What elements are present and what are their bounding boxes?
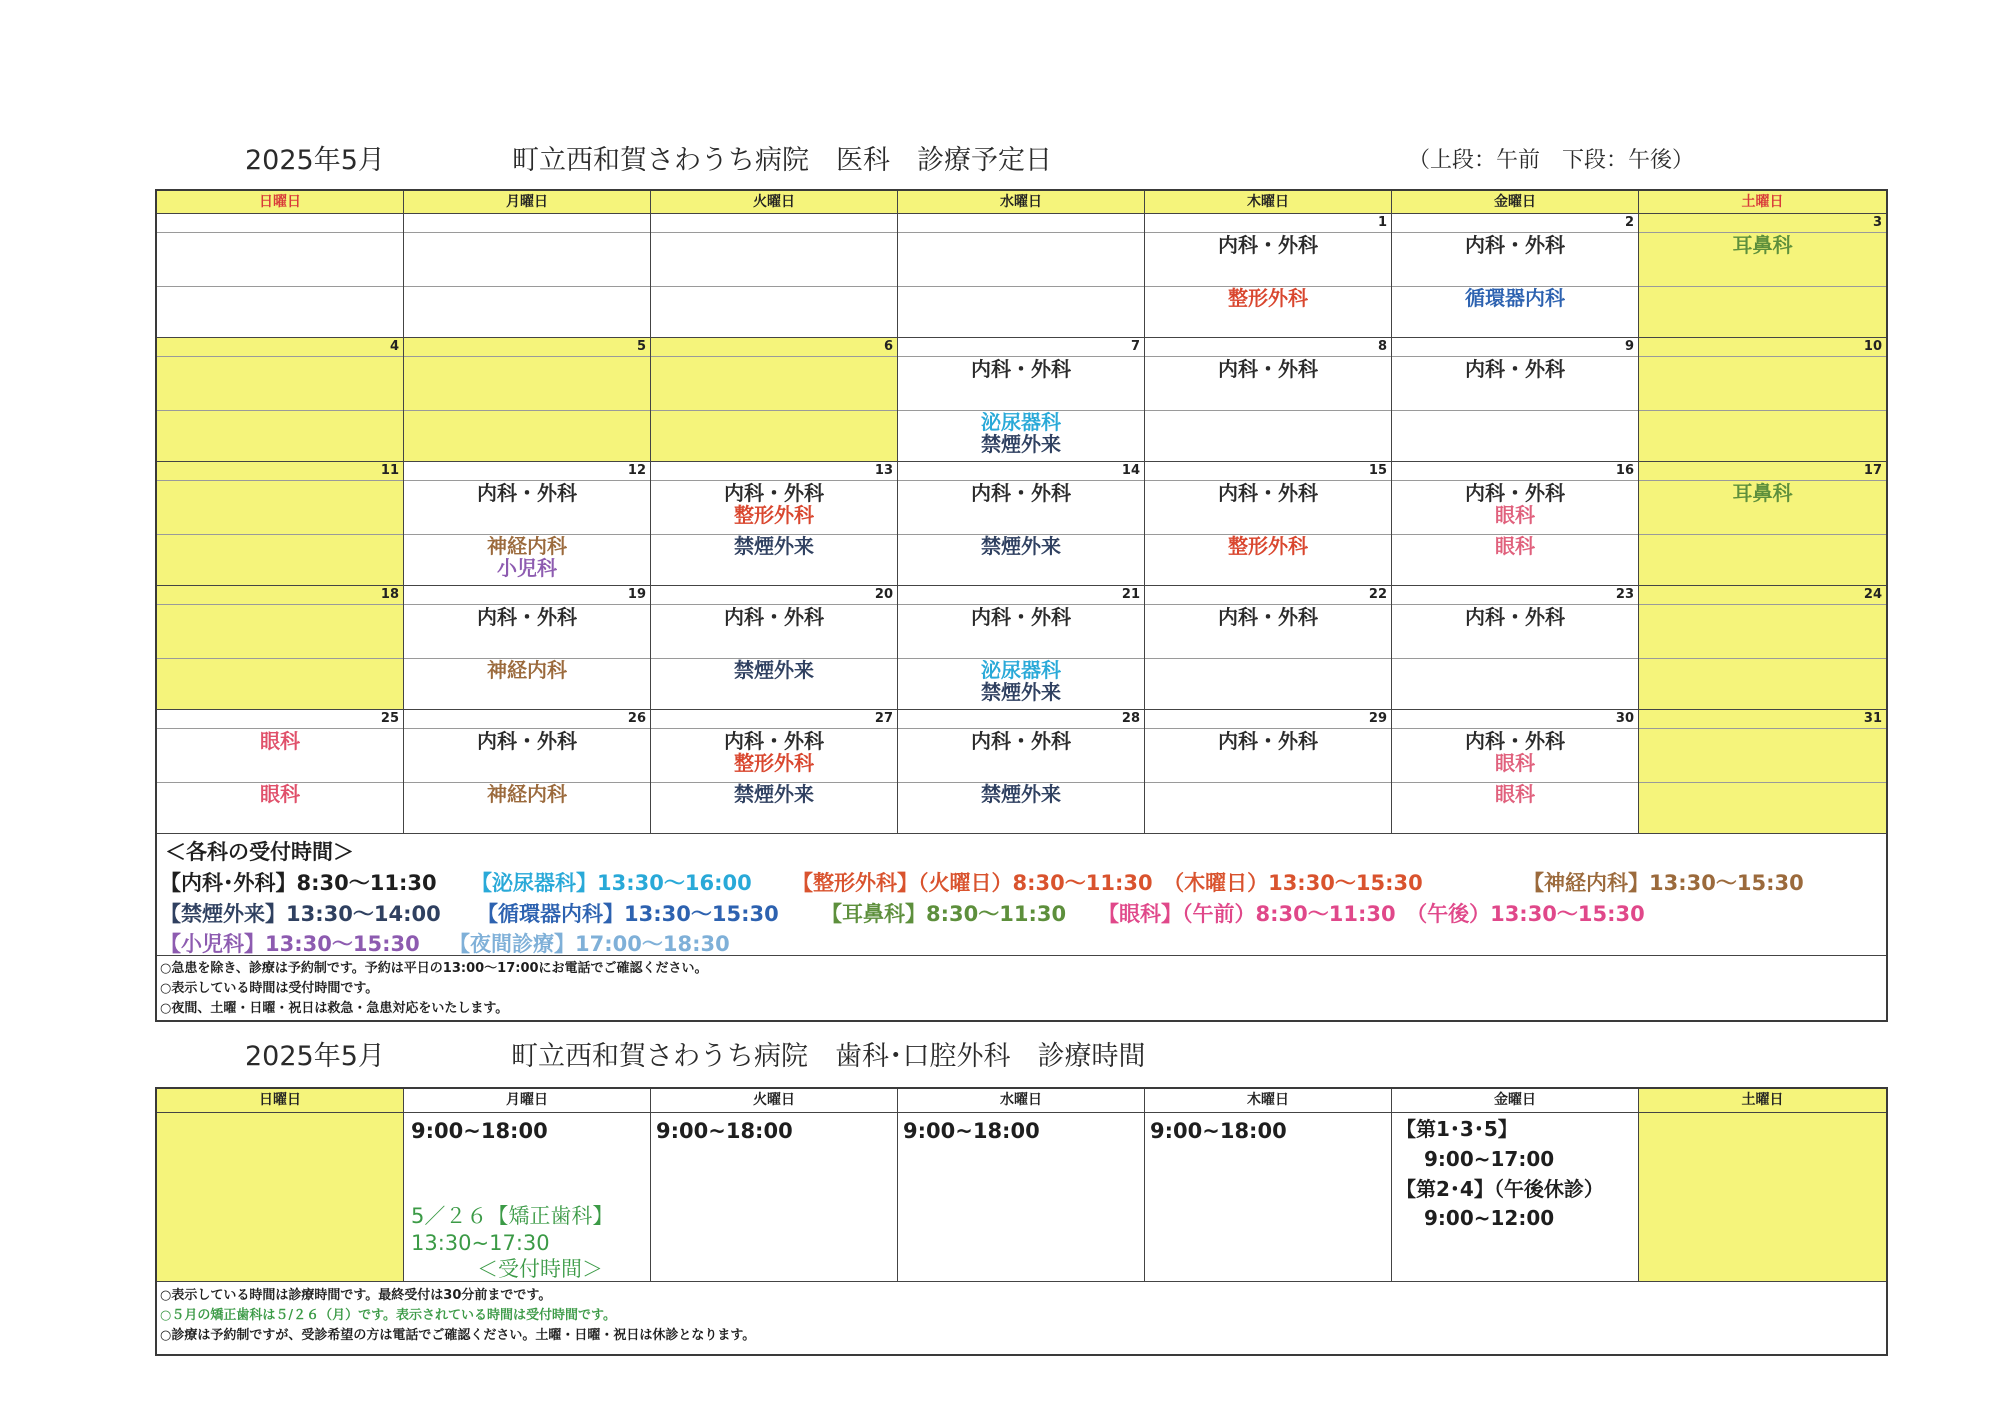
day-cell — [898, 710, 1145, 833]
morning-slot — [1639, 357, 1886, 411]
reception-hours-item: 【眼科】（午前）8:30～11:30 （午後）13:30～15:30 — [1098, 902, 1645, 926]
weekday-friday: 金曜日 — [1392, 191, 1639, 213]
friday-week135-label: 【第1･3･5】 — [1396, 1117, 1518, 1141]
day-cell — [1145, 710, 1392, 833]
department-label: 禁煙外来 — [734, 782, 814, 806]
day-number: 26 — [404, 710, 650, 729]
day-cell — [898, 338, 1145, 461]
day-number: 30 — [1392, 710, 1638, 729]
morning-slot — [1639, 729, 1886, 783]
afternoon-slot — [1639, 411, 1886, 461]
reception-heading: ＜各科の受付時間＞ — [165, 840, 354, 864]
morning-slot — [1392, 481, 1638, 535]
department-label: 禁煙外来 — [981, 432, 1061, 456]
department-label: 耳鼻科 — [1732, 481, 1793, 505]
day-number: 22 — [1145, 586, 1391, 605]
dental-weekday-monday: 月曜日 — [404, 1089, 651, 1112]
morning-slot — [157, 481, 403, 535]
dental-weekday-sunday: 日曜日 — [157, 1089, 404, 1112]
reception-line — [157, 932, 1886, 956]
department-label: 整形外科 — [734, 751, 814, 775]
reception-hours-item: 【小児科】13:30～15:30 — [160, 932, 420, 956]
day-cell — [651, 214, 898, 337]
weekday-saturday: 土曜日 — [1741, 194, 1784, 210]
morning-slot — [1639, 233, 1886, 287]
afternoon-slot — [1639, 659, 1886, 709]
day-number: 9 — [1392, 338, 1638, 357]
morning-slot — [404, 605, 650, 659]
medical-note: ○急患を除き、診療は予約制です。予約は平日の13:00～17:00にお電話でご確認ください。 — [160, 961, 708, 976]
day-number — [157, 214, 403, 233]
afternoon-slot — [898, 287, 1144, 337]
department-label: 内科・外科 — [1465, 729, 1565, 753]
day-cell — [1392, 338, 1639, 461]
department-label: 泌尿器科 — [981, 658, 1061, 682]
day-number: 17 — [1639, 462, 1886, 481]
department-label: 禁煙外来 — [981, 782, 1061, 806]
day-number: 23 — [1392, 586, 1638, 605]
day-number: 13 — [651, 462, 897, 481]
reception-hours-section — [157, 834, 1886, 956]
day-number: 25 — [157, 710, 403, 729]
day-cell — [651, 338, 898, 461]
afternoon-slot — [1145, 535, 1391, 585]
reception-line — [157, 871, 1886, 895]
weekday-thursday: 木曜日 — [1145, 191, 1392, 213]
morning-slot — [404, 481, 650, 535]
dental-notes — [157, 1282, 1886, 1354]
department-label: 泌尿器科 — [981, 410, 1061, 434]
afternoon-slot — [1392, 535, 1638, 585]
dental-note: ○診療は予約制ですが、受診希望の方は電話でご確認ください。土曜・日曜・祝日は休診となります。 — [160, 1328, 756, 1343]
afternoon-slot — [157, 783, 403, 833]
day-cell — [1392, 586, 1639, 709]
day-number: 2 — [1392, 214, 1638, 233]
thursday-hours: 9:00~18:00 — [1150, 1119, 1287, 1143]
weekday-monday: 月曜日 — [404, 191, 651, 213]
day-cell — [1639, 338, 1886, 461]
am-pm-legend: （上段：午前 下段：午後） — [1408, 148, 1695, 173]
day-cell — [404, 710, 651, 833]
morning-slot — [1392, 729, 1638, 783]
reception-hours-item: 【耳鼻科】8:30～11:30 — [821, 902, 1067, 926]
morning-slot — [157, 233, 403, 287]
day-cell — [1145, 462, 1392, 585]
day-cell — [898, 462, 1145, 585]
dental-table — [155, 1087, 1888, 1356]
morning-slot — [898, 233, 1144, 287]
friday-week24-label: 【第2･4】（午後休診） — [1396, 1177, 1604, 1201]
morning-slot — [651, 729, 897, 783]
day-number — [898, 214, 1144, 233]
day-cell — [1145, 214, 1392, 337]
day-cell — [404, 462, 651, 585]
morning-slot — [1145, 729, 1391, 783]
department-label: 内科・外科 — [1218, 481, 1318, 505]
day-cell — [651, 462, 898, 585]
day-number: 29 — [1145, 710, 1391, 729]
department-label: 内科・外科 — [1218, 357, 1318, 381]
day-cell — [1639, 586, 1886, 709]
morning-slot — [157, 605, 403, 659]
afternoon-slot — [651, 287, 897, 337]
morning-slot — [651, 357, 897, 411]
medical-notes — [157, 956, 1886, 1020]
day-number — [651, 214, 897, 233]
afternoon-slot — [404, 287, 650, 337]
department-label: 循環器内科 — [1465, 286, 1565, 310]
morning-slot — [404, 233, 650, 287]
week-row — [157, 462, 1886, 586]
weekday-sunday: 日曜日 — [157, 191, 404, 213]
department-label: 内科・外科 — [1218, 233, 1318, 257]
morning-slot — [157, 357, 403, 411]
afternoon-slot — [1392, 659, 1638, 709]
day-cell — [404, 338, 651, 461]
day-number: 7 — [898, 338, 1144, 357]
dental-weekday-wednesday: 水曜日 — [898, 1089, 1145, 1112]
afternoon-slot — [1639, 287, 1886, 337]
morning-slot — [651, 481, 897, 535]
calendar-weeks — [157, 214, 1886, 834]
department-label: 眼科 — [1495, 751, 1535, 775]
dental-month-title: 2025年5月 — [245, 1041, 385, 1072]
day-cell — [1639, 462, 1886, 585]
afternoon-slot — [157, 535, 403, 585]
afternoon-slot — [404, 783, 650, 833]
department-label: 神経内科 — [487, 782, 567, 806]
day-cell — [157, 338, 404, 461]
day-number: 3 — [1639, 214, 1886, 233]
afternoon-slot — [651, 783, 897, 833]
morning-slot — [898, 481, 1144, 535]
morning-slot — [1145, 357, 1391, 411]
orthodontics-date: 5／２６【矯正歯科】 — [411, 1204, 614, 1228]
reception-hours-item: 【夜間診療】17:00～18:30 — [449, 932, 730, 956]
morning-slot — [1392, 233, 1638, 287]
day-number: 6 — [651, 338, 897, 357]
afternoon-slot — [1145, 783, 1391, 833]
monday-hours: 9:00~18:00 — [411, 1119, 548, 1143]
week-row — [157, 214, 1886, 338]
reception-heading-line — [157, 840, 1886, 864]
morning-slot — [1145, 605, 1391, 659]
day-cell — [651, 710, 898, 833]
department-label: 内科・外科 — [724, 481, 824, 505]
department-label: 内科・外科 — [1465, 481, 1565, 505]
department-label: 内科・外科 — [971, 481, 1071, 505]
department-label: 内科・外科 — [1218, 605, 1318, 629]
dental-cell-friday — [1392, 1113, 1639, 1281]
afternoon-slot — [1392, 287, 1638, 337]
morning-slot — [404, 357, 650, 411]
department-label: 内科・外科 — [971, 357, 1071, 381]
reception-hours-item: 【整形外科】（火曜日）8:30～11:30 （木曜日）13:30～15:30 — [792, 871, 1423, 895]
dental-weekday-thursday: 木曜日 — [1145, 1089, 1392, 1112]
department-label: 内科・外科 — [971, 605, 1071, 629]
medical-month-title: 2025年5月 — [245, 145, 385, 176]
day-cell — [157, 710, 404, 833]
day-number: 10 — [1639, 338, 1886, 357]
dental-cell-tuesday — [651, 1113, 898, 1281]
week-row — [157, 710, 1886, 834]
day-cell — [1145, 586, 1392, 709]
wednesday-hours: 9:00~18:00 — [903, 1119, 1040, 1143]
day-number: 12 — [404, 462, 650, 481]
day-cell — [404, 586, 651, 709]
department-label: 内科・外科 — [724, 729, 824, 753]
dental-weekday-saturday: 土曜日 — [1639, 1089, 1886, 1112]
weekday-header-row — [157, 191, 1886, 214]
reception-hours-item: 【内科･外科】8:30～11:30 — [160, 871, 437, 895]
day-cell — [157, 462, 404, 585]
afternoon-slot — [898, 659, 1144, 709]
morning-slot — [404, 729, 650, 783]
dental-cell-wednesday — [898, 1113, 1145, 1281]
afternoon-slot — [898, 411, 1144, 461]
day-number: 11 — [157, 462, 403, 481]
department-label: 整形外科 — [734, 503, 814, 527]
day-number: 14 — [898, 462, 1144, 481]
reception-hours-item: 【禁煙外来】13:30～14:00 — [160, 902, 441, 926]
morning-slot — [157, 729, 403, 783]
department-label: 内科・外科 — [971, 729, 1071, 753]
day-number: 31 — [1639, 710, 1886, 729]
afternoon-slot — [1639, 535, 1886, 585]
morning-slot — [651, 233, 897, 287]
orthodontics-hours: 13:30~17:30 — [411, 1231, 550, 1255]
department-label: 禁煙外来 — [981, 534, 1061, 558]
department-label: 内科・外科 — [1465, 233, 1565, 257]
morning-slot — [1639, 605, 1886, 659]
morning-slot — [1392, 605, 1638, 659]
day-number: 4 — [157, 338, 403, 357]
dental-note: ○表示している時間は診療時間です。最終受付は30分前までです。 — [160, 1288, 552, 1303]
dental-cell-monday — [404, 1113, 651, 1281]
department-label: 神経内科 — [487, 534, 567, 558]
day-cell — [1392, 462, 1639, 585]
day-cell — [1639, 214, 1886, 337]
afternoon-slot — [157, 287, 403, 337]
afternoon-slot — [651, 411, 897, 461]
morning-slot — [898, 605, 1144, 659]
department-label: 禁煙外来 — [734, 658, 814, 682]
day-number: 15 — [1145, 462, 1391, 481]
morning-slot — [1145, 481, 1391, 535]
reception-hours-item: 【泌尿器科】13:30～16:00 — [471, 871, 752, 895]
department-label: 小児科 — [497, 556, 557, 580]
weekday-tuesday: 火曜日 — [651, 191, 898, 213]
day-cell — [898, 214, 1145, 337]
department-label: 眼科 — [260, 782, 300, 806]
day-cell — [898, 586, 1145, 709]
department-label: 眼科 — [1495, 534, 1535, 558]
medical-note: ○夜間、土曜・日曜・祝日は救急・急患対応をいたします。 — [160, 1001, 509, 1016]
department-label: 整形外科 — [1228, 534, 1308, 558]
dental-schedule-title: 町立西和賀さわうち病院 歯科･口腔外科 診療時間 — [511, 1041, 1146, 1072]
day-cell — [404, 214, 651, 337]
day-cell — [157, 586, 404, 709]
dental-hours-row — [157, 1113, 1886, 1282]
department-label: 眼科 — [1495, 782, 1535, 806]
weekday-wednesday: 水曜日 — [898, 191, 1145, 213]
day-number: 24 — [1639, 586, 1886, 605]
afternoon-slot — [157, 659, 403, 709]
day-cell — [157, 214, 404, 337]
day-number: 16 — [1392, 462, 1638, 481]
afternoon-slot — [898, 535, 1144, 585]
morning-slot — [1145, 233, 1391, 287]
tuesday-hours: 9:00~18:00 — [656, 1119, 793, 1143]
day-number: 8 — [1145, 338, 1391, 357]
friday-week24-hours: 9:00~12:00 — [1424, 1206, 1555, 1230]
day-cell — [651, 586, 898, 709]
reception-hours-item: 【神経内科】13:30～15:30 — [1523, 871, 1804, 895]
department-label: 禁煙外来 — [981, 680, 1061, 704]
morning-slot — [1639, 481, 1886, 535]
afternoon-slot — [898, 783, 1144, 833]
department-label: 禁煙外来 — [734, 534, 814, 558]
department-label: 耳鼻科 — [1732, 233, 1793, 257]
dental-note: ○５月の矯正歯科は５/２６（月）です。表示されている時間は受付時間です。 — [160, 1308, 617, 1323]
reception-line — [157, 902, 1886, 926]
afternoon-slot — [1392, 783, 1638, 833]
afternoon-slot — [404, 535, 650, 585]
day-number: 18 — [157, 586, 403, 605]
department-label: 眼科 — [260, 729, 300, 753]
morning-slot — [651, 605, 897, 659]
day-number: 20 — [651, 586, 897, 605]
dental-weekday-tuesday: 火曜日 — [651, 1089, 898, 1112]
day-number: 19 — [404, 586, 650, 605]
morning-slot — [1392, 357, 1638, 411]
morning-slot — [898, 357, 1144, 411]
department-label: 内科・外科 — [1218, 729, 1318, 753]
morning-slot — [898, 729, 1144, 783]
day-cell — [1145, 338, 1392, 461]
day-number: 1 — [1145, 214, 1391, 233]
department-label: 眼科 — [1495, 503, 1535, 527]
medical-calendar — [155, 189, 1888, 1022]
department-label: 内科・外科 — [1465, 605, 1565, 629]
department-label: 内科・外科 — [477, 605, 577, 629]
day-cell — [1392, 710, 1639, 833]
medical-note: ○表示している時間は受付時間です。 — [160, 981, 379, 996]
afternoon-slot — [404, 659, 650, 709]
afternoon-slot — [1145, 659, 1391, 709]
friday-week135-hours: 9:00~17:00 — [1424, 1147, 1555, 1171]
department-label: 内科・外科 — [724, 605, 824, 629]
orthodontics-note: ＜受付時間＞ — [477, 1257, 603, 1281]
afternoon-slot — [1145, 411, 1391, 461]
dental-weekday-friday: 金曜日 — [1392, 1089, 1639, 1112]
afternoon-slot — [157, 411, 403, 461]
dental-cell-saturday — [1639, 1113, 1886, 1281]
dental-cell-sunday — [157, 1113, 404, 1281]
day-number: 21 — [898, 586, 1144, 605]
department-label: 内科・外科 — [477, 729, 577, 753]
day-number — [404, 214, 650, 233]
day-number: 28 — [898, 710, 1144, 729]
reception-hours-item: 【循環器内科】13:30～15:30 — [477, 902, 779, 926]
department-label: 内科・外科 — [1465, 357, 1565, 381]
dental-weekday-header-row — [157, 1089, 1886, 1113]
medical-schedule-title: 町立西和賀さわうち病院 医科 診療予定日 — [512, 145, 1052, 176]
department-label: 内科・外科 — [477, 481, 577, 505]
afternoon-slot — [651, 659, 897, 709]
department-label: 神経内科 — [487, 658, 567, 682]
week-row — [157, 338, 1886, 462]
day-cell — [1392, 214, 1639, 337]
afternoon-slot — [1145, 287, 1391, 337]
afternoon-slot — [1639, 783, 1886, 833]
dental-cell-thursday — [1145, 1113, 1392, 1281]
week-row — [157, 586, 1886, 710]
department-label: 整形外科 — [1228, 286, 1308, 310]
afternoon-slot — [1392, 411, 1638, 461]
afternoon-slot — [651, 535, 897, 585]
day-number: 5 — [404, 338, 650, 357]
day-cell — [1639, 710, 1886, 833]
day-number: 27 — [651, 710, 897, 729]
afternoon-slot — [404, 411, 650, 461]
